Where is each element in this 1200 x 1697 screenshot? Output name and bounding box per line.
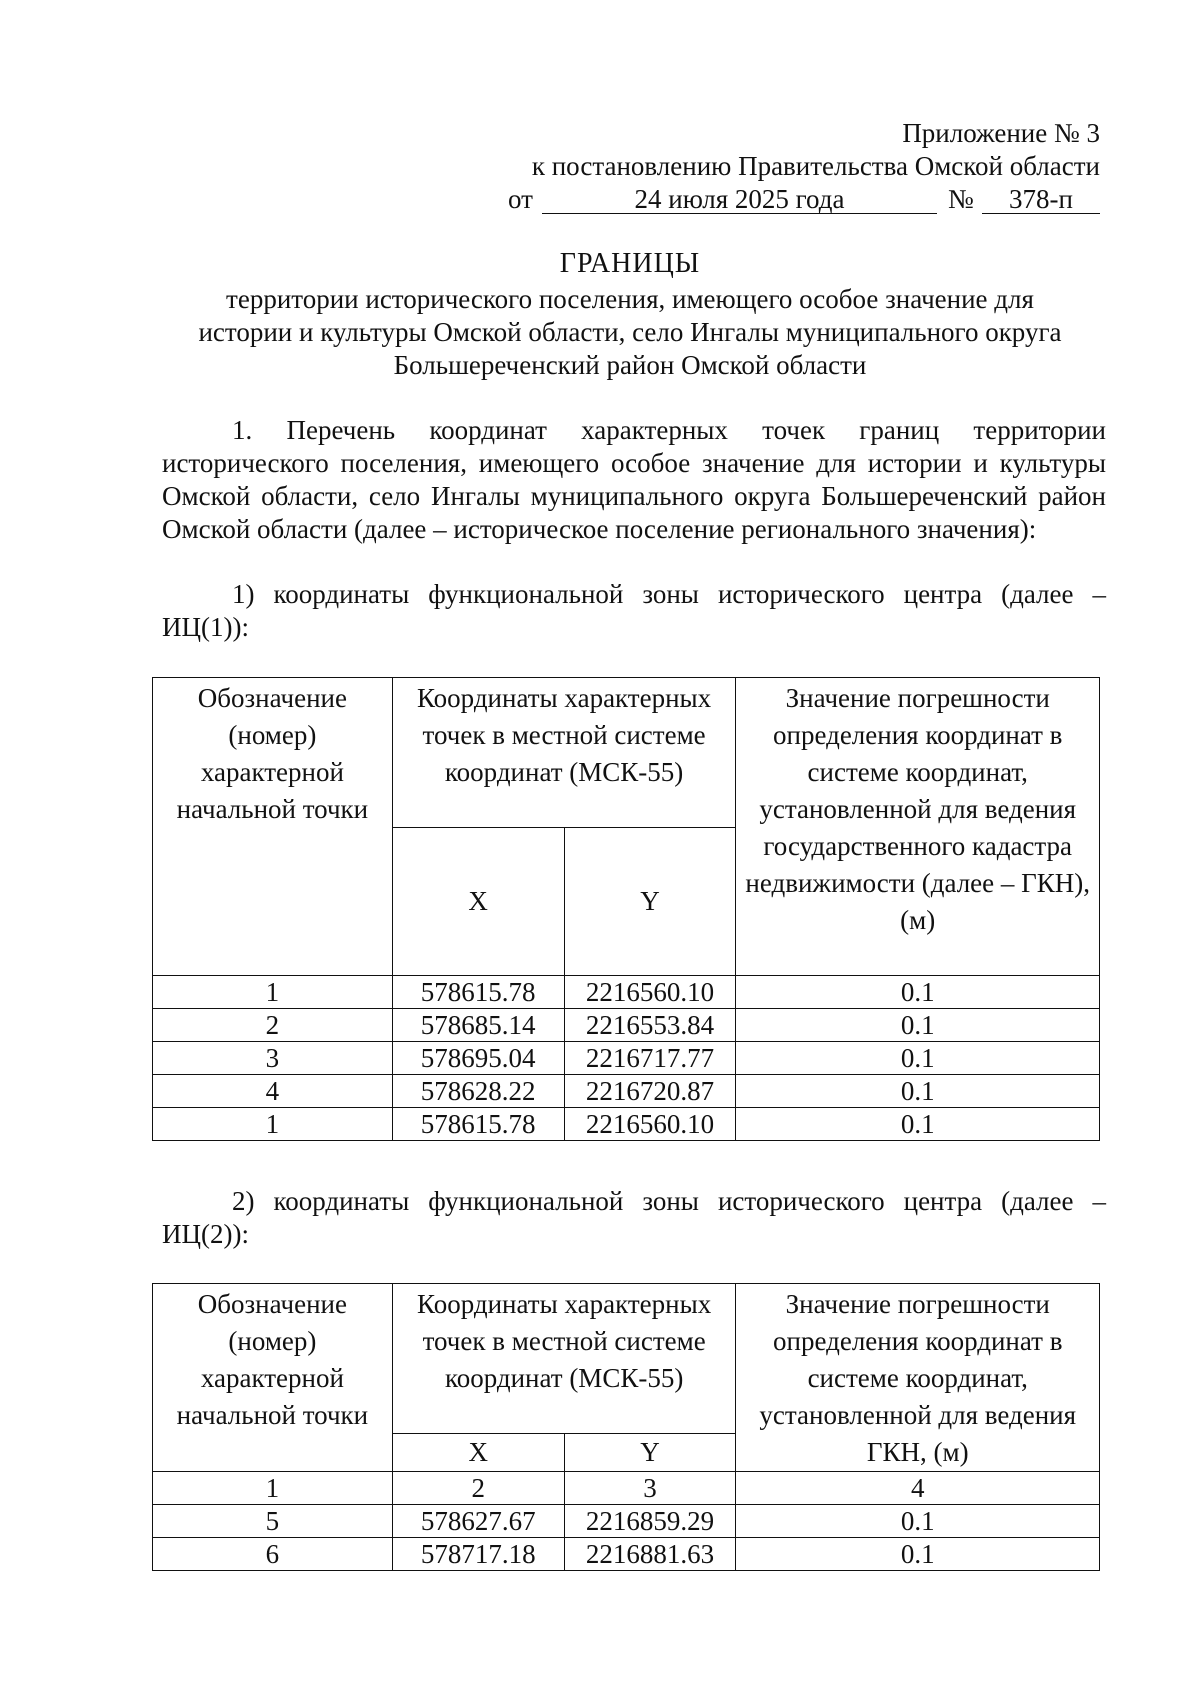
item-1-paragraph: 1) координаты функциональной зоны исторического центра (далее – ИЦ(1)): xyxy=(162,579,1106,642)
title-line-1: территории исторического поселения, имеющего особое значение для xyxy=(226,284,1034,314)
column-number-3: 3 xyxy=(564,1472,736,1505)
coordinates-table-2 xyxy=(152,1283,1100,1571)
y-cell: 2216717.77 xyxy=(564,1042,736,1075)
table1-header-coordinates: Координаты характерных точек в местной системе координат (МСК-55) xyxy=(392,678,736,828)
x-cell: 578717.18 xyxy=(392,1538,564,1571)
table1-header-point: Обозначение (номер) характерной начальной точки xyxy=(153,678,393,976)
table2-header-error: Значение погрешности определения координат в системе координат, установленной для ведения ГКН, (м) xyxy=(736,1284,1100,1472)
item-2-paragraph: 2) координаты функциональной зоны исторического центра (далее – ИЦ(2)): xyxy=(162,1186,1106,1249)
column-number-1: 1 xyxy=(153,1472,393,1505)
table2-header-x: X xyxy=(392,1434,564,1472)
title-line-3: Большереченский район Омской области xyxy=(393,350,867,380)
point-cell: 1 xyxy=(153,976,393,1009)
table1-header-error: Значение погрешности определения координат в системе координат, установленной для ведения государственного кадастра недвижимости (далее – ГКН), (м) xyxy=(736,678,1100,976)
y-cell: 2216560.10 xyxy=(564,1108,736,1141)
error-cell: 0.1 xyxy=(736,1505,1100,1538)
document-title xyxy=(150,247,1110,382)
table-row xyxy=(153,1505,1100,1538)
table1-header-x: X xyxy=(392,828,564,976)
table-numbering-row xyxy=(153,1472,1100,1505)
x-cell: 578695.04 xyxy=(392,1042,564,1075)
x-cell: 578628.22 xyxy=(392,1075,564,1108)
point-cell: 2 xyxy=(153,1009,393,1042)
resolution-reference: к постановлению Правительства Омской области xyxy=(531,151,1100,181)
point-cell: 4 xyxy=(153,1075,393,1108)
table-row xyxy=(153,1075,1100,1108)
y-cell: 2216553.84 xyxy=(564,1009,736,1042)
number-sign: № xyxy=(948,184,974,214)
error-cell: 0.1 xyxy=(736,1042,1100,1075)
x-cell: 578615.78 xyxy=(392,1108,564,1141)
table-row xyxy=(153,1108,1100,1141)
error-cell: 0.1 xyxy=(736,976,1100,1009)
table2-header-y: Y xyxy=(564,1434,736,1472)
title-main: ГРАНИЦЫ xyxy=(559,248,701,279)
point-cell: 5 xyxy=(153,1505,393,1538)
column-number-2: 2 xyxy=(392,1472,564,1505)
table2-header-point: Обозначение (номер) характерной начальной точки xyxy=(153,1284,393,1472)
x-cell: 578627.67 xyxy=(392,1505,564,1538)
table-row xyxy=(153,1009,1100,1042)
resolution-date-line xyxy=(500,183,1100,216)
error-cell: 0.1 xyxy=(736,1075,1100,1108)
column-number-4: 4 xyxy=(736,1472,1100,1505)
point-cell: 1 xyxy=(153,1108,393,1141)
section-1-paragraph: 1. Перечень координат характерных точек границ территории исторического поселения, имеющего особое значение для истории и культуры Омской области, село Ингалы муниципального округа Большереченский район Омской области (далее – историческое поселение регионального значения): xyxy=(162,415,1106,544)
coordinates-table-1 xyxy=(152,677,1100,1141)
resolution-date: 24 июля 2025 года xyxy=(542,183,937,214)
appendix-header xyxy=(500,117,1100,216)
from-label: от xyxy=(508,184,533,214)
table-row xyxy=(153,1538,1100,1571)
y-cell: 2216720.87 xyxy=(564,1075,736,1108)
error-cell: 0.1 xyxy=(736,1538,1100,1571)
resolution-number: 378-п xyxy=(982,183,1100,214)
x-cell: 578615.78 xyxy=(392,976,564,1009)
x-cell: 578685.14 xyxy=(392,1009,564,1042)
y-cell: 2216881.63 xyxy=(564,1538,736,1571)
point-cell: 3 xyxy=(153,1042,393,1075)
table-row xyxy=(153,1042,1100,1075)
y-cell: 2216859.29 xyxy=(564,1505,736,1538)
error-cell: 0.1 xyxy=(736,1108,1100,1141)
error-cell: 0.1 xyxy=(736,1009,1100,1042)
title-line-2: истории и культуры Омской области, село Ингалы муниципального округа xyxy=(198,317,1062,347)
table1-header-y: Y xyxy=(564,828,736,976)
y-cell: 2216560.10 xyxy=(564,976,736,1009)
appendix-number: Приложение № 3 xyxy=(902,118,1100,148)
point-cell: 6 xyxy=(153,1538,393,1571)
table-row xyxy=(153,976,1100,1009)
table2-header-coordinates: Координаты характерных точек в местной системе координат (МСК-55) xyxy=(392,1284,736,1434)
